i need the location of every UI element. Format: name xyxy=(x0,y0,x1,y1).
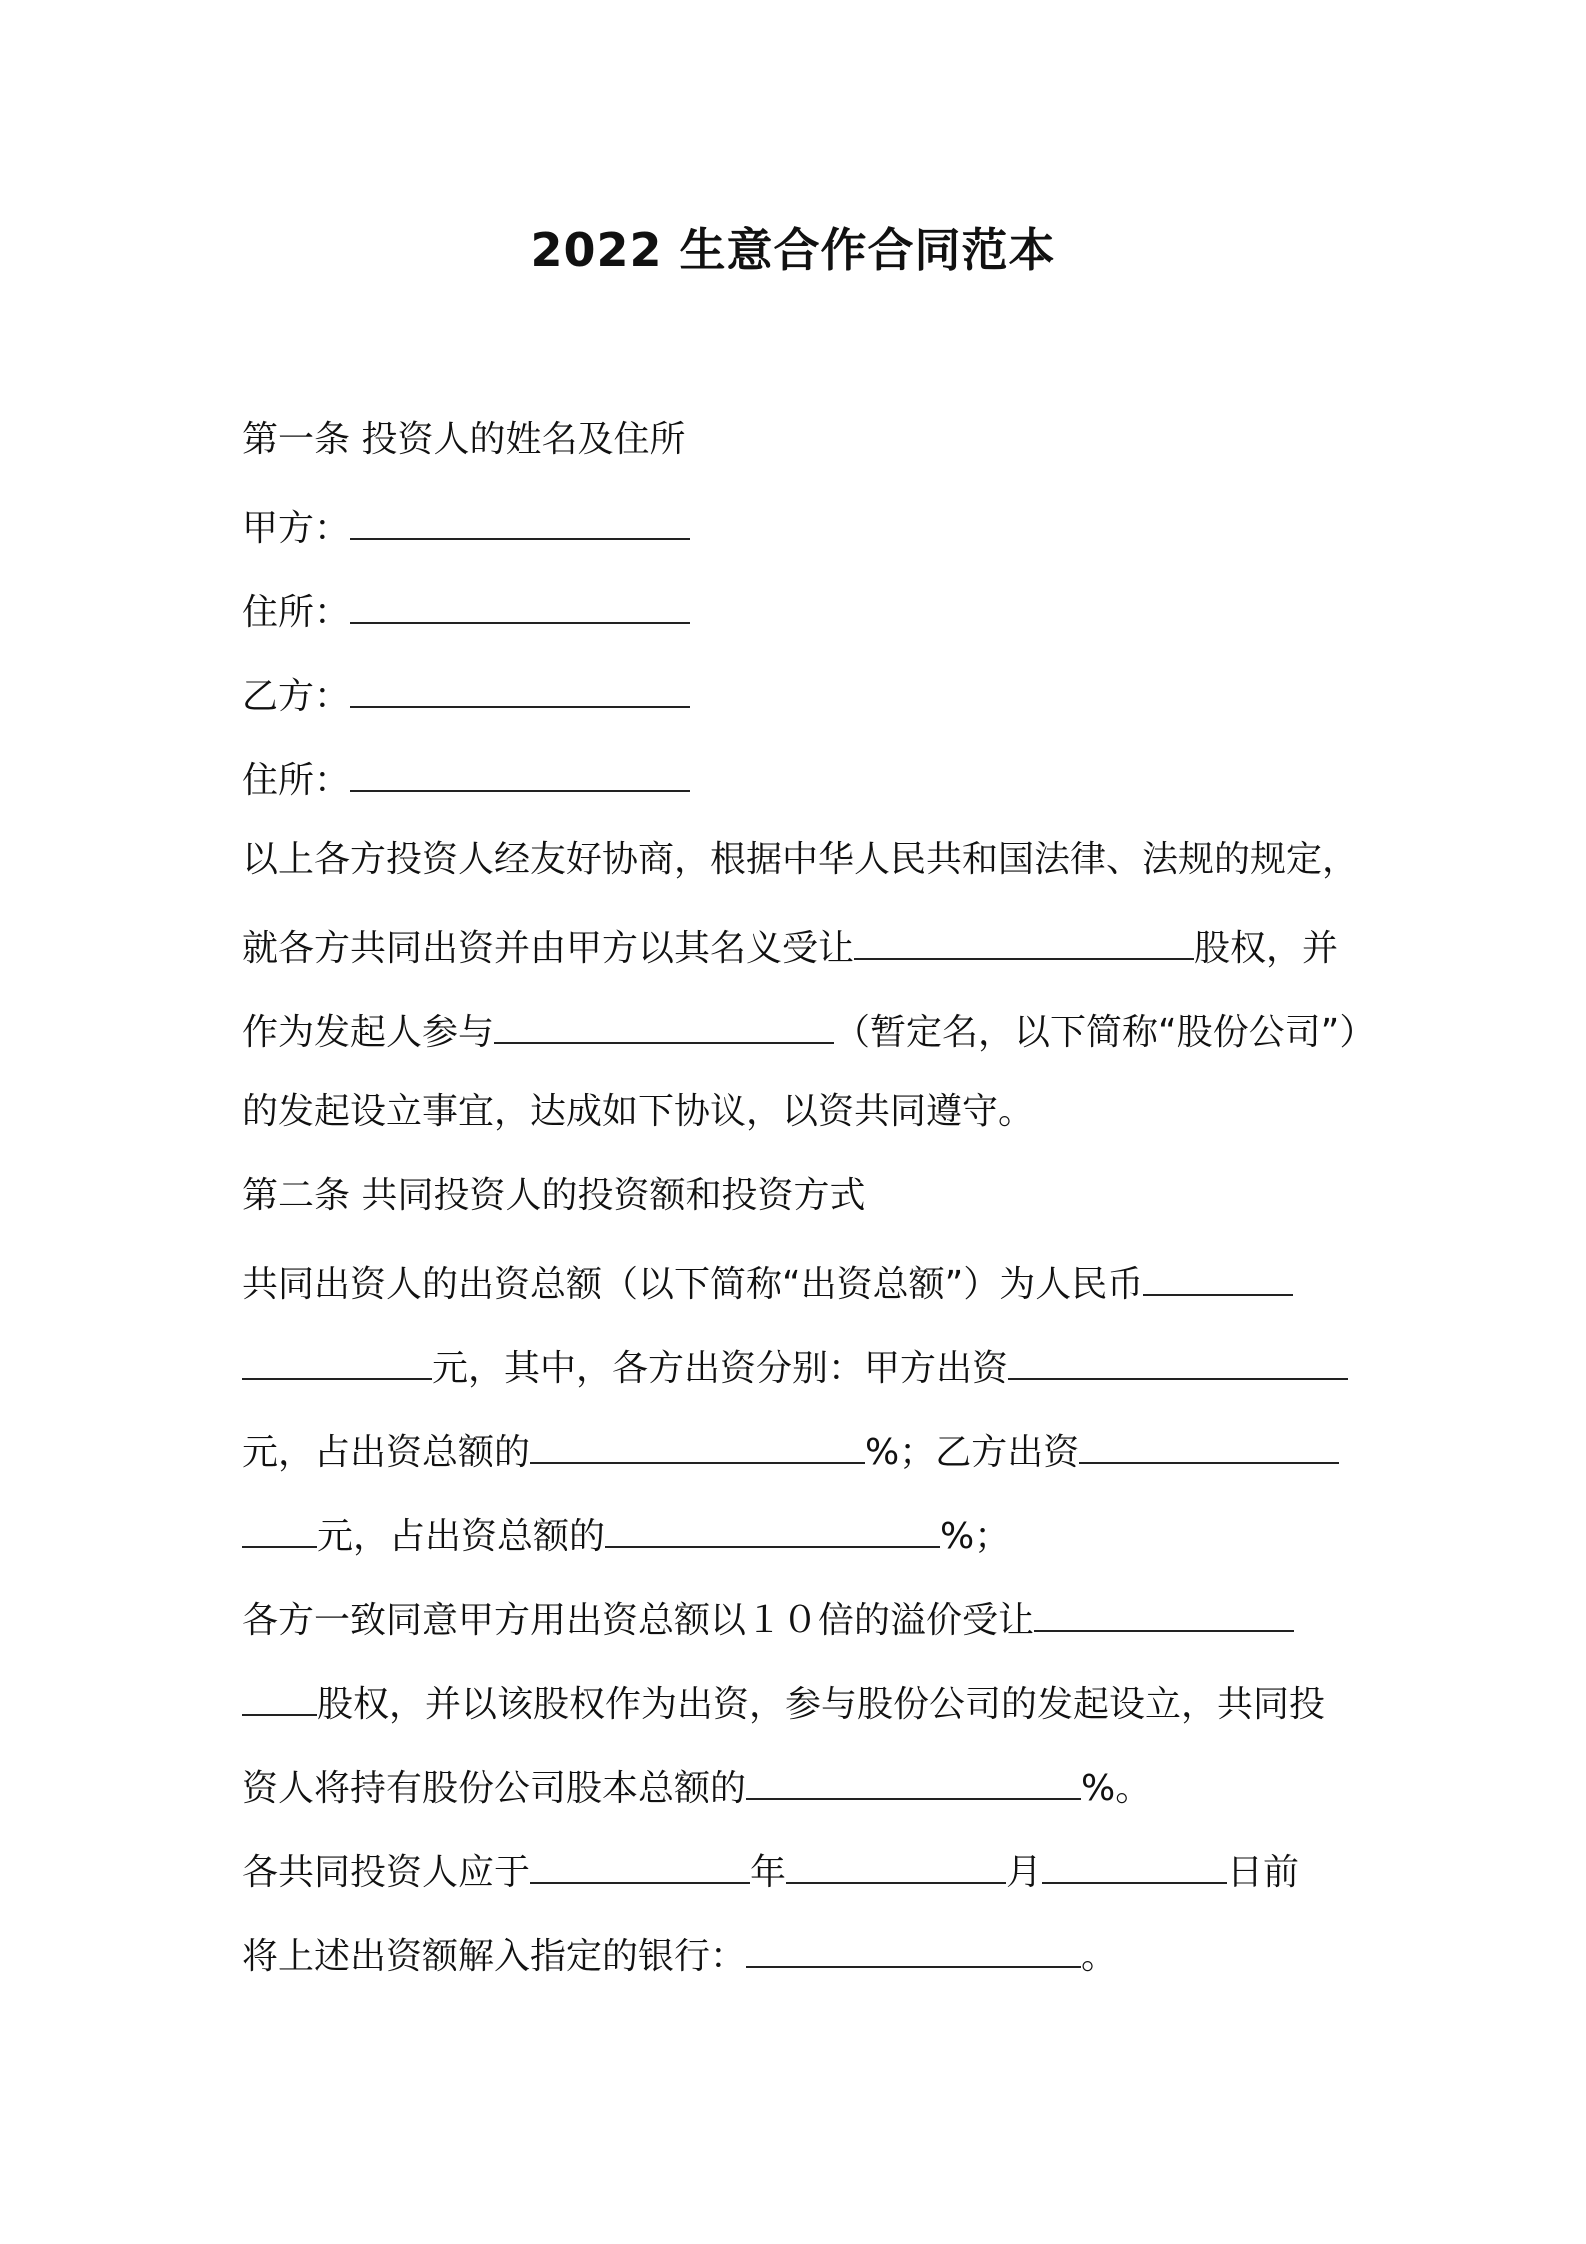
article2-line-9 xyxy=(242,1928,1117,1976)
party-a-blank[interactable] xyxy=(350,500,690,540)
article2-line-6 xyxy=(242,1676,1325,1724)
day-blank[interactable] xyxy=(1042,1844,1227,1884)
party-a-contribution-blank[interactable] xyxy=(1008,1340,1348,1380)
article1-para-line-4 xyxy=(242,1088,1034,1136)
article2-line-1 xyxy=(242,1256,1293,1304)
article2-text-4a: 元，占出资总额的 xyxy=(317,1516,606,1557)
document-title: 2022 生意合作合同范本 xyxy=(530,223,1056,277)
address-a-label: 住所： xyxy=(242,592,351,633)
address-b-blank[interactable] xyxy=(350,752,690,792)
article1-para-line-1 xyxy=(242,836,1358,884)
premium-equity-blank-part1[interactable] xyxy=(1034,1592,1294,1632)
party-b-contribution-blank-part1[interactable] xyxy=(1079,1424,1339,1464)
party-a-label: 甲方： xyxy=(242,508,351,549)
article1-heading xyxy=(242,416,685,464)
total-amount-blank-part2[interactable] xyxy=(242,1340,432,1380)
address-b-label: 住所： xyxy=(242,760,351,801)
party-a-percent-blank[interactable] xyxy=(530,1424,865,1464)
article1-para-text-3b: （暂定名，以下简称“股份公司”） xyxy=(834,1012,1376,1053)
article2-text-9a: 将上述出资额解入指定的银行： xyxy=(242,1936,747,1977)
address-a-blank[interactable] xyxy=(350,584,690,624)
month-blank[interactable] xyxy=(786,1844,1006,1884)
party-b-percent-blank[interactable] xyxy=(605,1508,940,1548)
share-percent-blank[interactable] xyxy=(746,1760,1081,1800)
year-label: 年 xyxy=(750,1852,787,1893)
article2-line-4 xyxy=(242,1508,1010,1556)
article1-para-text-4: 的发起设立事宜，达成如下协议，以资共同遵守。 xyxy=(242,1091,1035,1132)
article2-line-3 xyxy=(242,1424,1339,1472)
article2-line-8 xyxy=(242,1844,1299,1892)
article2-text-5: 各方一致同意甲方用出资总额以１０倍的溢价受让 xyxy=(242,1600,1035,1641)
party-b-label: 乙方： xyxy=(242,676,351,717)
total-amount-blank-part1[interactable] xyxy=(1143,1256,1293,1296)
bank-blank[interactable] xyxy=(746,1928,1081,1968)
article2-text-3a: 元，占出资总额的 xyxy=(242,1432,531,1473)
article2-text-8a: 各共同投资人应于 xyxy=(242,1852,531,1893)
article1-para-text-2a: 就各方共同出资并由甲方以其名义受让 xyxy=(242,928,855,969)
article1-para-line-2 xyxy=(242,920,1338,968)
article2-heading xyxy=(242,1172,865,1220)
month-label: 月 xyxy=(1006,1852,1043,1893)
article2-text-3b: %；乙方出资 xyxy=(865,1432,1080,1473)
party-b-blank[interactable] xyxy=(350,668,690,708)
party-a-row xyxy=(242,500,690,548)
article2-line-2 xyxy=(242,1340,1348,1388)
article2-text-2: 元，其中，各方出资分别：甲方出资 xyxy=(432,1348,1009,1389)
article2-heading-text: 第二条 共同投资人的投资额和投资方式 xyxy=(242,1175,866,1216)
address-a-row xyxy=(242,584,690,632)
article2-text-7b: %。 xyxy=(1081,1768,1152,1809)
equity-target-blank[interactable] xyxy=(854,920,1194,960)
article2-line-7 xyxy=(242,1760,1151,1808)
day-label: 日前 xyxy=(1227,1852,1300,1893)
article2-text-1: 共同出资人的出资总额（以下简称“出资总额”）为人民币 xyxy=(242,1264,1144,1305)
article1-para-line-3 xyxy=(242,1004,1375,1052)
article1-para-text-3a: 作为发起人参与 xyxy=(242,1012,495,1053)
article2-text-9b: 。 xyxy=(1081,1936,1118,1977)
party-b-row xyxy=(242,668,690,716)
article1-para-text-1: 以上各方投资人经友好协商，根据中华人民共和国法律、法规的规定， xyxy=(242,839,1359,880)
year-blank[interactable] xyxy=(530,1844,750,1884)
article2-text-4b: %； xyxy=(940,1516,1011,1557)
article2-text-6: 股权，并以该股权作为出资，参与股份公司的发起设立，共同投 xyxy=(317,1684,1326,1725)
party-b-contribution-blank-part2[interactable] xyxy=(242,1508,317,1548)
address-b-row xyxy=(242,752,690,800)
article2-text-7a: 资人将持有股份公司股本总额的 xyxy=(242,1768,747,1809)
article1-heading-text: 第一条 投资人的姓名及住所 xyxy=(242,419,686,460)
company-name-blank[interactable] xyxy=(494,1004,834,1044)
premium-equity-blank-part2[interactable] xyxy=(242,1676,317,1716)
article1-para-text-2b: 股权，并 xyxy=(1194,928,1339,969)
article2-line-5 xyxy=(242,1592,1294,1640)
